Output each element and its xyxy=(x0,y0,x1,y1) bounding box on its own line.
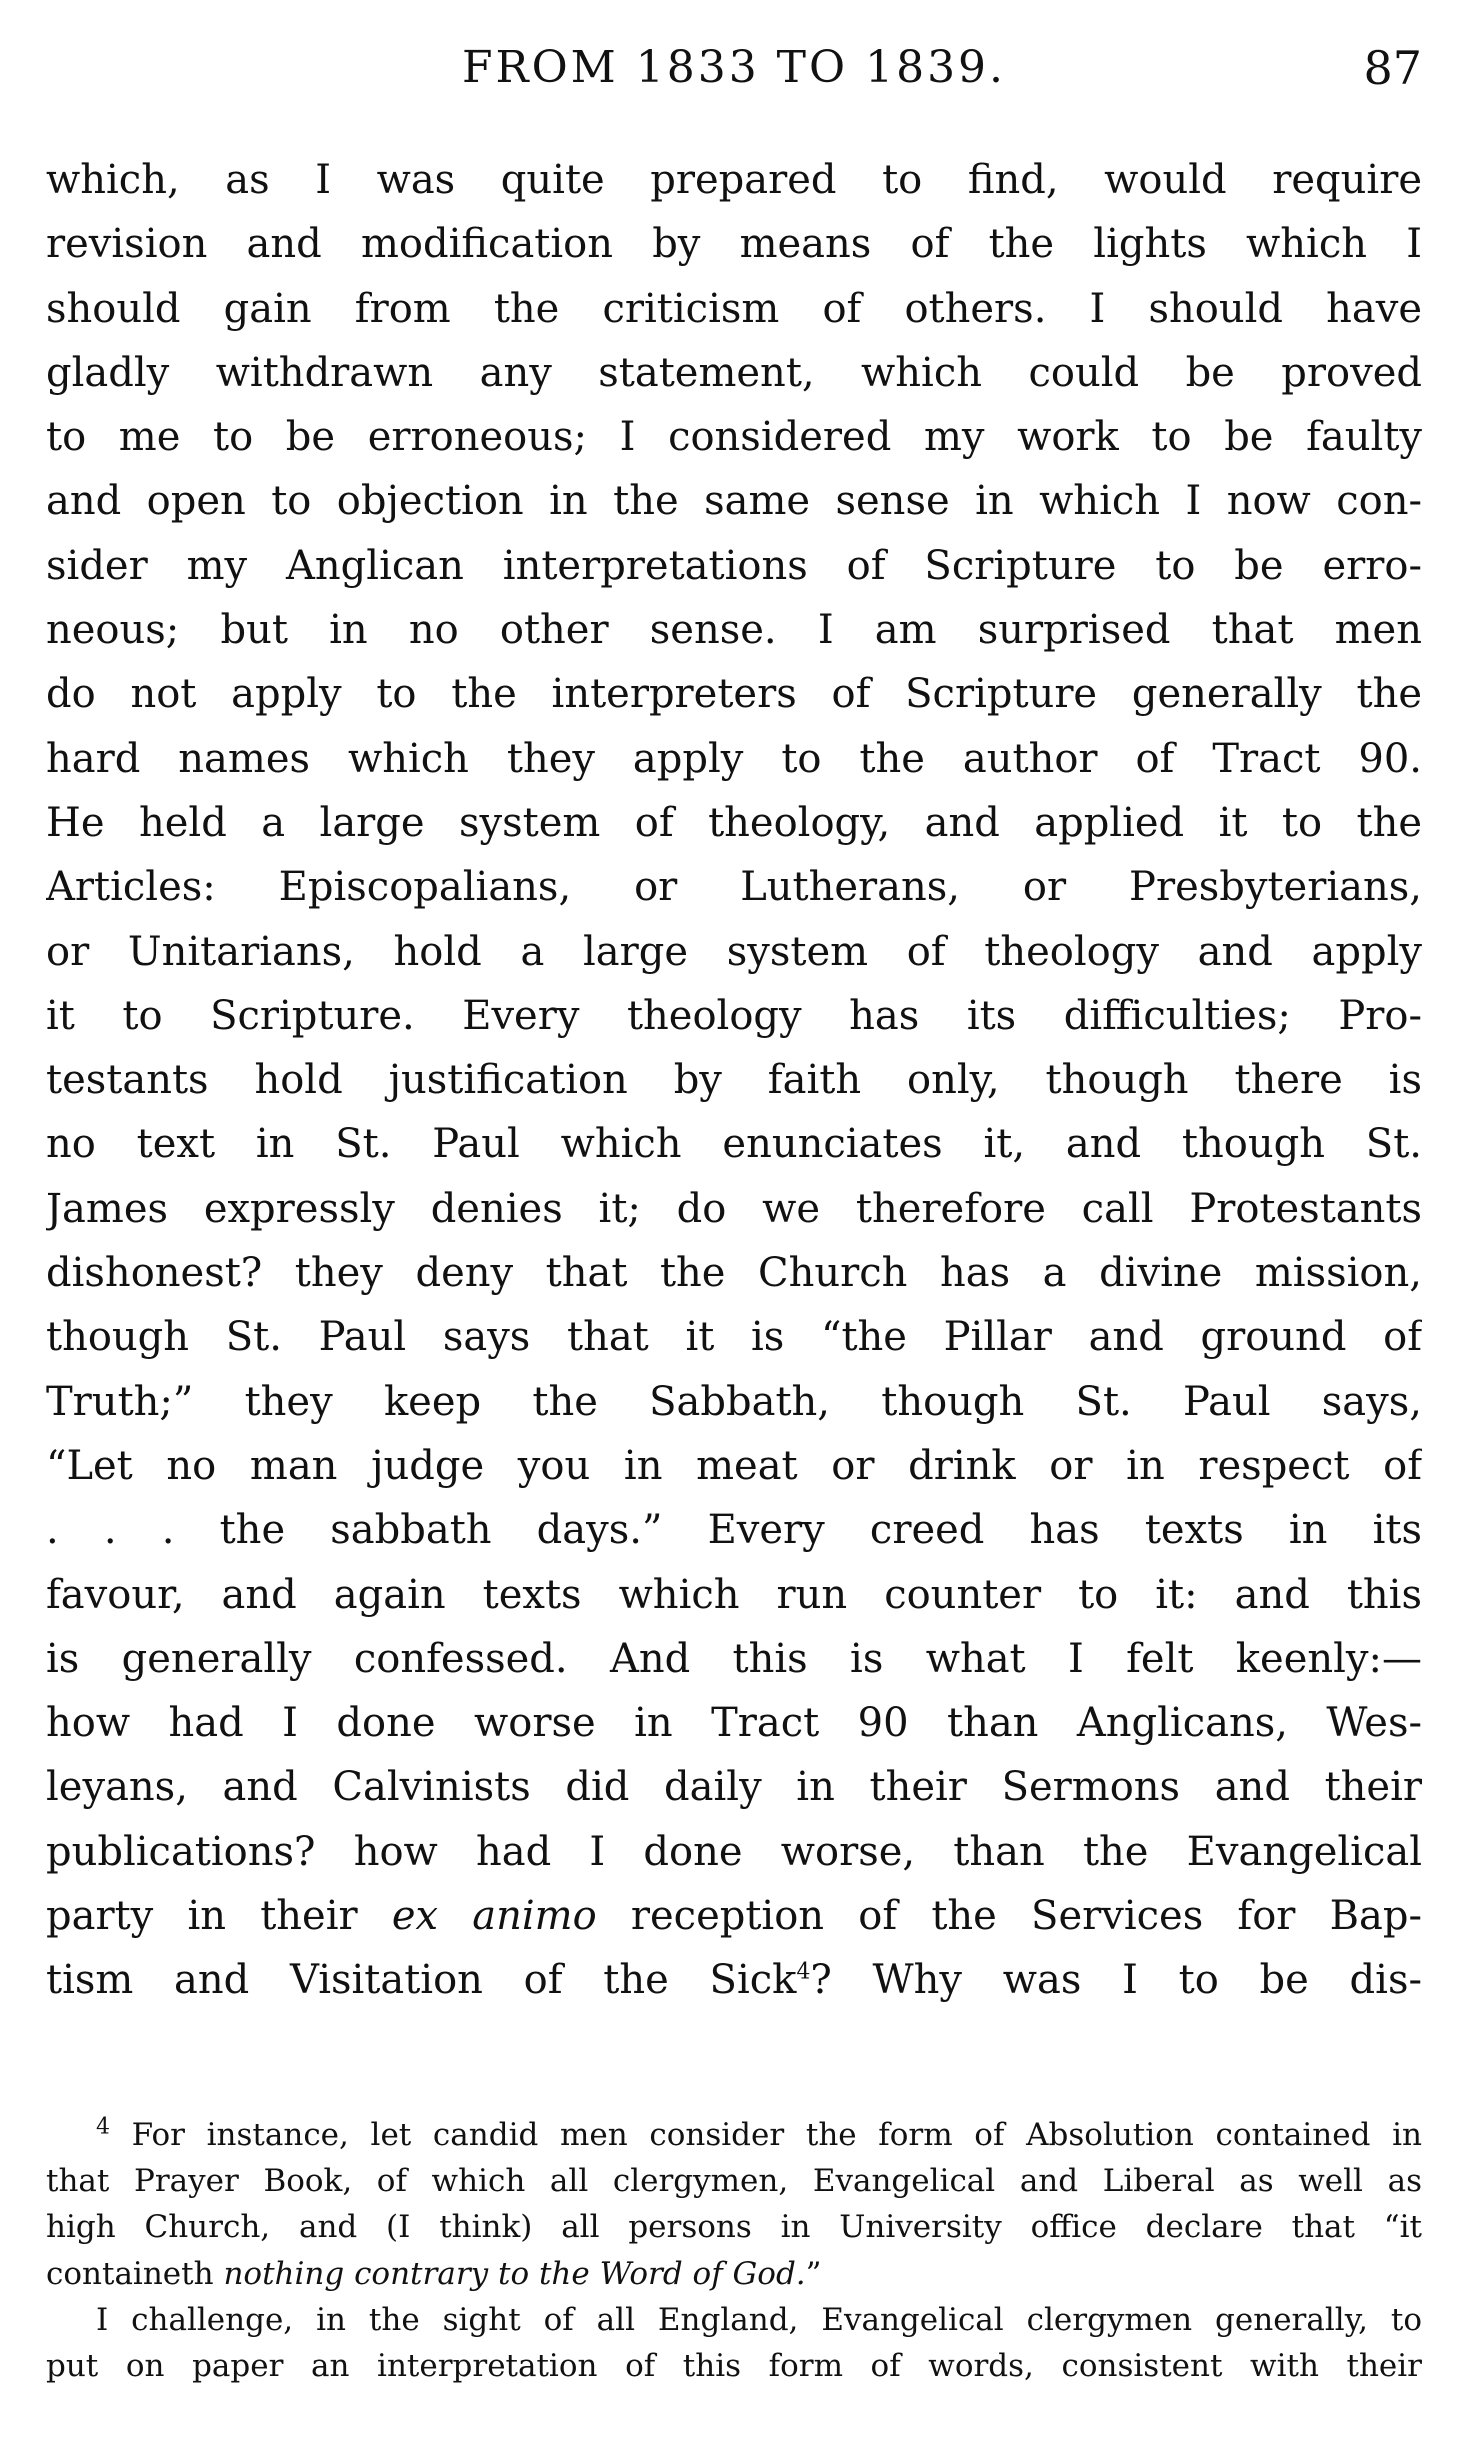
text-line-18: dishonest? they deny that the Church has a divine mission, xyxy=(46,1250,1422,1297)
text-line-27: publications? how had I done worse, than the Evangelical xyxy=(46,1828,1422,1875)
text-line-12: Articles: Episcopalians, or Lutherans, or Presbyterians, xyxy=(46,864,1422,911)
text-line-6: and open to objection in the same sense in which I now con- xyxy=(46,478,1422,525)
running-title: FROM 1833 TO 1839. xyxy=(461,42,1007,93)
italic-phrase-word-of-god: nothing contrary to the Word of God. xyxy=(223,2255,806,2292)
text-line-20: Truth;” they keep the Sabbath, though St. Paul says, xyxy=(46,1378,1422,1425)
footnote-line-1 xyxy=(46,2112,1422,2158)
body-text xyxy=(46,148,1422,2013)
page-number: 87 xyxy=(1363,41,1422,95)
footnote-line-5: I challenge, in the sight of all England, Evangelical clergymen generally, to xyxy=(96,2301,1422,2338)
footnote-line-3: high Church, and (I think) all persons in University office declare that “it xyxy=(46,2209,1422,2246)
footnote-line-4-start: containeth xyxy=(46,2255,224,2292)
text-line-28-end: reception of the Services for Bap- xyxy=(596,1893,1422,1940)
footnote-reference-4: 4 xyxy=(796,1959,811,1985)
text-line-24: is generally confessed. And this is what I felt keenly:— xyxy=(46,1635,1422,1682)
text-line-16: no text in St. Paul which enunciates it, and though St. xyxy=(46,1121,1422,1168)
text-line-15: testants hold justification by faith only, though there is xyxy=(46,1057,1422,1104)
footnote-line-4-end: ” xyxy=(805,2255,822,2292)
footnote-line-4 xyxy=(46,2251,1422,2297)
text-line-13: or Unitarians, hold a large system of theology and apply xyxy=(46,928,1422,975)
text-line-9: do not apply to the interpreters of Scripture generally the xyxy=(46,671,1422,718)
text-line-10: hard names which they apply to the author of Tract 90. xyxy=(46,735,1422,782)
text-line-28 xyxy=(46,1884,1422,1948)
footnote-marker-4: 4 xyxy=(96,2114,110,2140)
text-line-4: gladly withdrawn any statement, which could be proved xyxy=(46,349,1422,396)
text-line-11: He held a large system of theology, and applied it to the xyxy=(46,799,1422,846)
text-line-3: should gain from the criticism of others. I should have xyxy=(46,285,1422,332)
text-line-17: James expressly denies it; do we therefore call Protestants xyxy=(46,1185,1422,1232)
text-line-26: leyans, and Calvinists did daily in their Sermons and their xyxy=(46,1764,1422,1811)
text-line-25: how had I done worse in Tract 90 than Anglicans, Wes- xyxy=(46,1700,1422,1747)
italic-phrase-ex-animo: ex animo xyxy=(391,1893,597,1940)
text-line-8: neous; but in no other sense. I am surprised that men xyxy=(46,607,1422,654)
text-line-21: “Let no man judge you in meat or drink or in respect of xyxy=(46,1442,1422,1489)
text-line-22: . . . the sabbath days.” Every creed has texts in its xyxy=(46,1507,1422,1554)
text-line-29-start: tism and Visitation of the Sick xyxy=(46,1957,797,2004)
footnote-line-1-text: For instance, let candid men consider the form of Absolution contained in xyxy=(110,2117,1422,2153)
text-line-5: to me to be erroneous; I considered my work to be faulty xyxy=(46,414,1422,461)
text-line-2: revision and modification by means of the lights which I xyxy=(46,221,1422,268)
text-line-19: though St. Paul says that it is “the Pillar and ground of xyxy=(46,1314,1422,1361)
text-line-23: favour, and again texts which run counter to it: and this xyxy=(46,1571,1422,1618)
text-line-14: it to Scripture. Every theology has its difficulties; Pro- xyxy=(46,992,1422,1039)
page-header xyxy=(46,38,1422,98)
text-line-7: sider my Anglican interpretations of Scripture to be erro- xyxy=(46,542,1422,589)
footnote-line-2: that Prayer Book, of which all clergymen, Evangelical and Liberal as well as xyxy=(46,2163,1422,2200)
text-line-29 xyxy=(46,1948,1422,2012)
text-line-29-end: ? Why was I to be dis- xyxy=(810,1957,1422,2004)
text-line-1: which, as I was quite prepared to find, would require xyxy=(46,157,1422,203)
text-line-28-start: party in their xyxy=(46,1893,392,1940)
footnote-line-6: put on paper an interpretation of this form of words, consistent with their xyxy=(46,2347,1422,2384)
footnotes xyxy=(46,2112,1422,2389)
